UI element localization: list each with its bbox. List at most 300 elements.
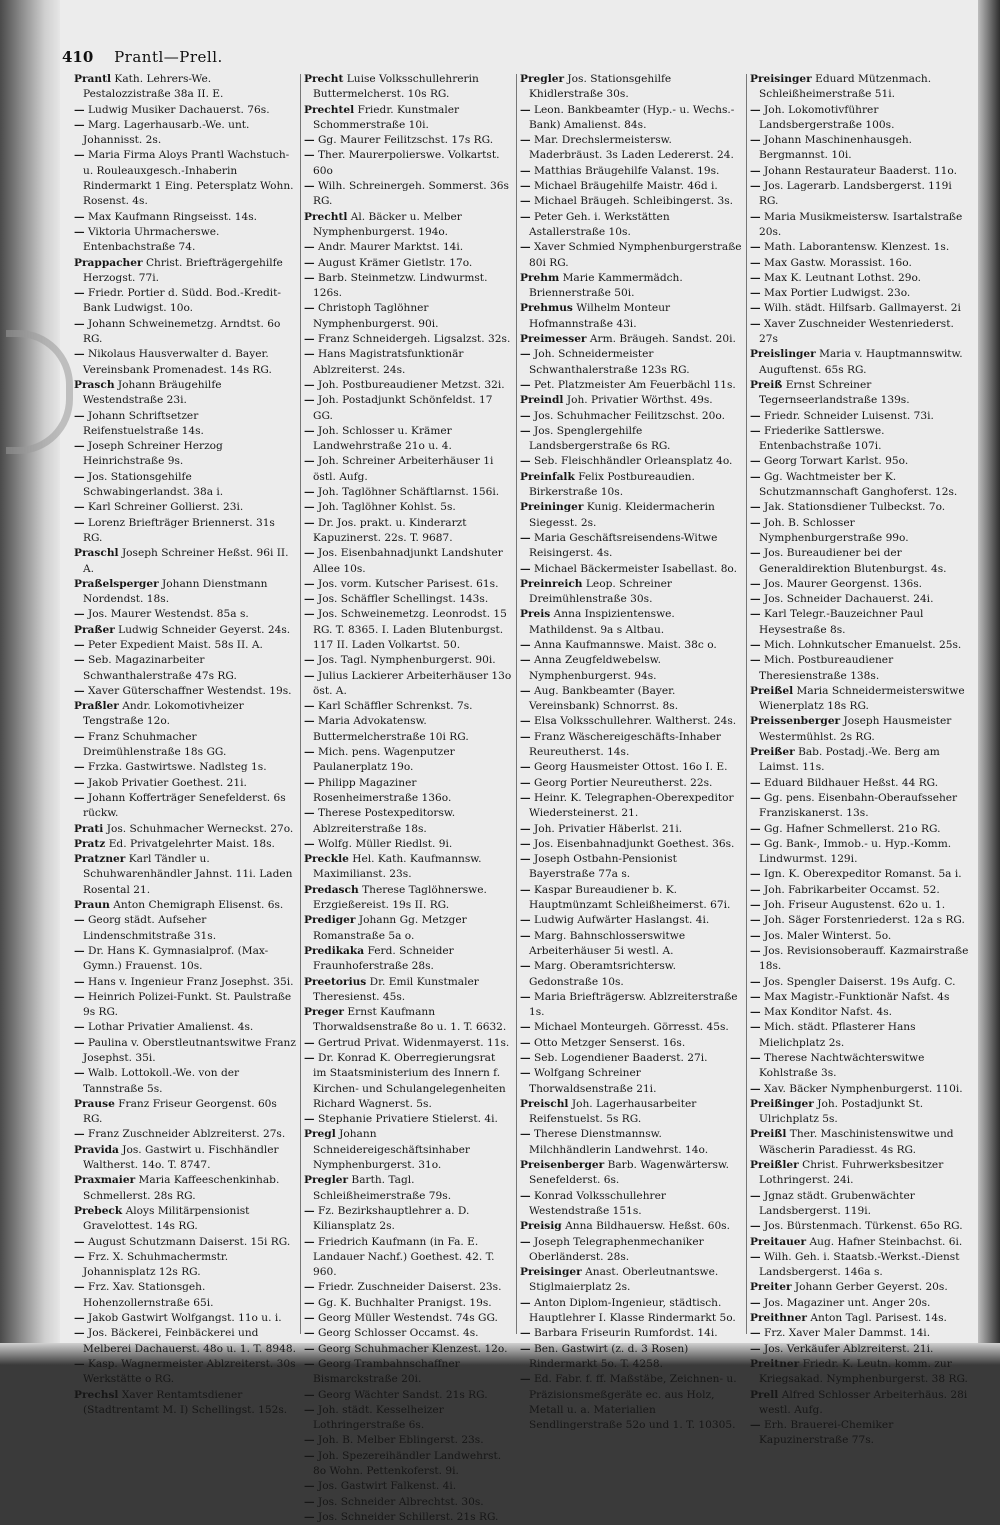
- entry-surname: —: [520, 210, 531, 223]
- entry-details: Johann Schneidereigeschäftsinhaber Nymphenburgerst. 31o.: [313, 1128, 470, 1172]
- entry-details: Dr. Konrad K. Oberregierungsrat im Staatsministerium des Innern f. Kirchen- und Schulangelegenheiten Richard Wagnerst. 5s.: [313, 1052, 506, 1110]
- entry-surname: Preisinger: [520, 1266, 582, 1279]
- entry-details: Joh. Taglöhner Schäftlarnst. 156i.: [317, 486, 500, 499]
- entry-surname: Preimesser: [520, 333, 587, 346]
- entry-details: Fz. Bezirkshauptlehrer a. D. Kiliansplatz 2s.: [313, 1204, 470, 1233]
- directory-entry: [750, 409, 972, 424]
- entry-surname: Preißel: [750, 684, 794, 697]
- entry-details: Otto Metzger Senserst. 16s.: [533, 1036, 686, 1049]
- directory-entry: [750, 745, 972, 776]
- entry-details: Jos. Schäffler Schellingst. 143s.: [317, 593, 489, 606]
- entry-details: Michael Bräugeh. Schleibingerst. 3s.: [533, 195, 734, 208]
- entry-details: Maria Firma Aloys Prantl Wachstuch- u. Rouleauxgesch.-Inhaberin Rindermarkt 1 Eing. Petersplatz Wohn. Rosenst. 4s.: [83, 149, 294, 208]
- entry-details: Karl Tändler u. Schuhwarenhändler Jahnst. 11i. Laden Rosental 21.: [83, 853, 293, 896]
- entry-surname: Preisig: [520, 1220, 562, 1233]
- directory-entry: [520, 1020, 742, 1035]
- entry-surname: —: [304, 424, 315, 437]
- entry-surname: —: [304, 1357, 315, 1370]
- directory-entry: [520, 531, 742, 562]
- entry-details: Friedr. K. Leutn. komm. zur Kriegsakad. Nymphenburgerst. 38 RG.: [759, 1357, 968, 1386]
- entry-details: Xav. Bäcker Nymphenburgerst. 110i.: [763, 1082, 963, 1095]
- entry-details: Kasp. Wagnermeister Ablzreiterst. 30s Werkstätte o RG.: [83, 1357, 296, 1386]
- directory-entry: [520, 1066, 742, 1097]
- entry-details: Ed. Fabr. f. ff. Maßstäbe, Zeichnen- u. Präzisionsmeßgeräte ec. aus Holz, Metall u. a. Materialien Sendlingerstraße 52o und 1. T. 10305.: [529, 1373, 737, 1432]
- entry-surname: Preißl: [750, 1128, 787, 1141]
- directory-entry: [74, 1280, 296, 1311]
- directory-entry: [520, 1265, 742, 1296]
- entry-surname: —: [750, 975, 761, 988]
- directory-entry: [74, 546, 296, 577]
- entry-surname: Preinreich: [520, 577, 583, 590]
- entry-details: Joh. B. Melber Eblingerst. 23s.: [317, 1434, 484, 1447]
- entry-surname: —: [520, 853, 531, 866]
- column-divider: [516, 74, 517, 1334]
- directory-entry: [304, 1449, 512, 1480]
- entry-details: Johann Gerber Geyerst. 20s.: [794, 1281, 948, 1294]
- page-header: [62, 48, 962, 72]
- entry-surname: —: [304, 1327, 315, 1340]
- entry-surname: —: [750, 776, 761, 789]
- entry-surname: Preißler: [750, 1159, 799, 1172]
- entry-surname: —: [304, 1510, 315, 1523]
- directory-entry: [304, 883, 512, 914]
- entry-surname: —: [304, 746, 315, 759]
- entry-surname: —: [74, 1250, 85, 1263]
- entry-details: Jos. Bureaudiener bei der Generaldirektion Blutenburgst. 4s.: [759, 547, 947, 575]
- entry-details: Therese Postexpeditorsw. Ablzreiterstraße 18s.: [313, 807, 456, 835]
- directory-entry: [74, 439, 296, 470]
- directory-entry: [750, 1250, 972, 1281]
- entry-details: Mich. pens. Wagenputzer Paulanerplatz 19o.: [313, 746, 455, 774]
- directory-entry: [520, 1051, 742, 1066]
- entry-surname: —: [750, 577, 761, 590]
- entry-surname: Prediger: [304, 914, 356, 927]
- directory-entry: [750, 164, 972, 179]
- directory-entry: [74, 913, 296, 944]
- entry-details: Andr. Lokomotivheizer Tengstraße 12o.: [83, 700, 244, 728]
- entry-details: Jos. Bäckerei, Feinbäckerei und Melberei Dachauerst. 48o u. 1. T. 8948.: [83, 1327, 296, 1355]
- directory-entry: [74, 1326, 296, 1357]
- entry-details: Ign. K. Oberexpeditor Romanst. 5a i.: [763, 868, 962, 881]
- entry-surname: Prechtel: [304, 103, 355, 116]
- entry-surname: —: [520, 960, 531, 973]
- entry-surname: —: [750, 424, 761, 437]
- column-divider: [300, 74, 301, 1334]
- entry-surname: —: [74, 1327, 85, 1340]
- entry-details: Jos. Spengler Daiserst. 19s Aufg. C.: [763, 975, 956, 988]
- entry-details: Georg Schuhmacher Klenzest. 12o.: [317, 1342, 508, 1355]
- directory-entry: [520, 210, 742, 241]
- entry-surname: —: [520, 562, 531, 575]
- entry-details: Kaspar Bureaudiener b. K. Hauptmünzamt Schleißheimerst. 67i.: [529, 883, 731, 912]
- directory-entry: [750, 714, 972, 745]
- directory-entry: [520, 1342, 742, 1373]
- entry-surname: —: [74, 440, 85, 453]
- entry-details: Georg Torwart Karlst. 95o.: [763, 455, 909, 468]
- directory-entry: [304, 485, 512, 500]
- entry-details: Jos. Eisenbahnadjunkt Goethest. 36s.: [533, 837, 735, 850]
- entry-surname: —: [520, 730, 531, 743]
- directory-entry: [750, 1005, 972, 1020]
- entry-details: Luise Volksschullehrerin Buttermelcherst. 10s RG.: [313, 73, 479, 101]
- entry-details: Kath. Lehrers-We. Pestalozzistraße 38a II. E.: [83, 73, 224, 101]
- entry-surname: —: [304, 807, 315, 820]
- entry-details: Joh. Postadjunkt St. Ulrichplatz 5s.: [759, 1097, 924, 1126]
- directory-entry: [750, 133, 972, 164]
- entry-details: Joseph Schreiner Herzog Heinrichstraße 9s.: [83, 440, 223, 468]
- entry-details: Joseph Telegraphenmechaniker Oberländerst. 28s.: [529, 1235, 704, 1263]
- entry-surname: —: [750, 868, 761, 881]
- entry-details: Franz Schneidergeh. Ligsalzst. 32s.: [317, 333, 511, 346]
- entry-surname: —: [74, 776, 85, 789]
- entry-surname: Prechsl: [74, 1388, 119, 1401]
- directory-entry: [304, 944, 512, 975]
- entry-surname: —: [750, 501, 761, 514]
- entry-details: Georg Trambahnschaffner Bismarckstraße 20i.: [313, 1357, 460, 1386]
- directory-entry: [74, 103, 296, 118]
- entry-details: Gg. Hafner Schmellerst. 21o RG.: [763, 822, 941, 835]
- directory-entry: [304, 1296, 512, 1311]
- entry-surname: Prell: [750, 1388, 779, 1401]
- directory-entry: [304, 1479, 512, 1494]
- directory-entry: [74, 990, 296, 1021]
- directory-entry: [750, 1357, 972, 1388]
- entry-details: Erh. Brauerei-Chemiker Kapuzinerstraße 77s.: [759, 1419, 894, 1447]
- entry-details: Ludwig Musiker Dachauerst. 76s.: [87, 103, 270, 116]
- entry-details: Al. Bäcker u. Melber Nymphenburgerst. 194o.: [313, 210, 462, 238]
- entry-details: Joh. Friseur Augustenst. 62o u. 1.: [763, 899, 946, 912]
- entry-surname: —: [750, 899, 761, 912]
- entry-details: Ther. Maschinistenswitwe und Wäscherin Paradiesst. 4s RG.: [759, 1128, 954, 1156]
- directory-entry: [74, 1036, 296, 1067]
- entry-surname: Pravida: [74, 1143, 119, 1156]
- entry-surname: —: [74, 1357, 85, 1370]
- directory-entry: [74, 1066, 296, 1097]
- directory-entry: [74, 577, 296, 608]
- entry-details: Gertrud Privat. Widenmayerst. 11s.: [317, 1036, 510, 1049]
- directory-entry: [520, 607, 742, 638]
- entry-details: Therese Nachtwächterswitwe Kohlstraße 3s.: [759, 1052, 925, 1080]
- directory-entry: [750, 1296, 972, 1311]
- entry-details: Joh. Fabrikarbeiter Occamst. 52.: [763, 883, 940, 896]
- entry-details: Jos. Lagerarb. Landsbergerst. 119i RG.: [759, 180, 952, 208]
- entry-surname: Preis: [520, 608, 551, 621]
- entry-surname: Pregl: [304, 1128, 336, 1141]
- entry-surname: —: [520, 715, 531, 728]
- entry-surname: —: [520, 761, 531, 774]
- entry-surname: Prehm: [520, 271, 560, 284]
- entry-details: Joseph Schreiner Heßst. 96i II. A.: [83, 547, 289, 575]
- directory-entry: [304, 72, 512, 103]
- entry-details: Marg. Bahnschlosserswitwe Arbeiterhäuser 5i westl. A.: [529, 929, 686, 957]
- entry-surname: Prehmus: [520, 302, 573, 315]
- entry-surname: —: [750, 241, 761, 254]
- directory-entry: [520, 883, 742, 914]
- directory-entry: [750, 1082, 972, 1097]
- directory-entry: [750, 470, 972, 501]
- directory-entry: [304, 546, 512, 577]
- directory-entry: [750, 1388, 972, 1419]
- entry-details: Eduard Bildhauer Heßst. 44 RG.: [763, 776, 939, 789]
- directory-entry: [750, 317, 972, 348]
- entry-details: Gg. Wachtmeister ber K. Schutzmannschaft Ganghoferst. 12s.: [759, 470, 958, 499]
- entry-details: Nikolaus Hausverwalter d. Bayer. Vereinsbank Promenadest. 14s RG.: [83, 348, 272, 376]
- entry-surname: —: [74, 608, 85, 621]
- directory-entry: [520, 562, 742, 577]
- directory-entry: [304, 271, 512, 302]
- directory-entry: [74, 1357, 296, 1388]
- entry-surname: Preinfalk: [520, 470, 575, 483]
- entry-details: Friederike Sattlerswe. Entenbachstraße 107i.: [759, 424, 885, 453]
- entry-details: Aug. Bankbeamter (Bayer. Vereinsbank) Schnorrst. 8s.: [529, 684, 679, 713]
- directory-entry: [74, 791, 296, 822]
- entry-details: Leon. Bankbeamter (Hyp.- u. Wechs.-Bank) Amalienst. 84s.: [529, 103, 735, 131]
- directory-entry: [304, 975, 512, 1006]
- entry-surname: —: [304, 271, 315, 284]
- entry-details: Joh. Privatier Häberlst. 21i.: [533, 822, 683, 835]
- entry-surname: —: [304, 348, 315, 361]
- entry-surname: —: [520, 348, 531, 361]
- directory-entry: [750, 1158, 972, 1189]
- entry-surname: —: [304, 1495, 315, 1508]
- entry-details: Ludwig Aufwärter Haslangst. 4i.: [533, 914, 710, 927]
- directory-entry: [520, 347, 742, 378]
- entry-details: Maria Kaffeeschenkinhab. Schmellerst. 28s RG.: [83, 1174, 280, 1202]
- entry-details: Maria v. Hauptmannswitw. Auguftenst. 65s RG.: [759, 348, 963, 376]
- entry-surname: —: [750, 317, 761, 330]
- entry-details: Joseph Hausmeister Westermühlst. 2s RG.: [759, 715, 952, 743]
- entry-surname: Prati: [74, 822, 104, 835]
- entry-details: Jos. Schneider Dachauerst. 24i.: [763, 593, 934, 606]
- entry-surname: Prebeck: [74, 1204, 123, 1217]
- entry-details: Ernst Kaufmann Thorwaldsenstraße 8o u. 1. T. 6632.: [313, 1006, 507, 1034]
- entry-details: Gg. pens. Eisenbahn-Oberaufsseher Franziskanerst. 13s.: [759, 791, 958, 820]
- entry-details: Ther. Maurerpolierswe. Volkartst. 60o: [313, 149, 500, 177]
- entry-details: Johann Gg. Metzger Romanstraße 5a o.: [313, 914, 467, 942]
- entry-surname: —: [750, 409, 761, 422]
- entry-details: Wolfgang Schreiner Thorwaldsenstraße 21i.: [529, 1067, 657, 1095]
- entry-surname: —: [520, 409, 531, 422]
- entry-details: Kunig. Kleidermacherin Siegesst. 2s.: [529, 501, 715, 529]
- entry-details: Andr. Maurer Marktst. 14i.: [317, 241, 464, 254]
- directory-entry: [520, 470, 742, 501]
- entry-details: Hans v. Ingenieur Franz Josephst. 35i.: [87, 975, 294, 988]
- entry-surname: —: [750, 1419, 761, 1432]
- directory-entry: [520, 1296, 742, 1327]
- entry-surname: Praxmaier: [74, 1174, 136, 1187]
- directory-entry: [520, 1372, 742, 1433]
- entry-details: Michael Bäckermeister Isabellast. 8o.: [533, 562, 737, 575]
- directory-entry: [750, 1219, 972, 1234]
- directory-entry: [750, 516, 972, 547]
- directory-entry: [520, 1219, 742, 1234]
- entry-surname: —: [304, 669, 315, 682]
- entry-surname: Pregler: [520, 73, 565, 85]
- directory-entry: [304, 256, 512, 271]
- directory-entry: [520, 332, 742, 347]
- entry-details: Xaver Güterschaffner Westendst. 19s.: [87, 684, 292, 697]
- entry-surname: —: [74, 1312, 85, 1325]
- directory-entry: [750, 653, 972, 684]
- entry-surname: —: [74, 1128, 85, 1141]
- entry-surname: —: [750, 1250, 761, 1263]
- directory-entry: [750, 1418, 972, 1449]
- entry-surname: —: [304, 608, 315, 621]
- directory-entry: [74, 72, 296, 103]
- entry-surname: —: [520, 424, 531, 437]
- entry-details: Max Gastw. Morassist. 16o.: [763, 256, 912, 269]
- directory-entry: [74, 1311, 296, 1326]
- entry-details: Johann Schweinemetzg. Arndtst. 6o RG.: [83, 317, 281, 346]
- directory-entry: [520, 164, 742, 179]
- entry-surname: Preithner: [750, 1312, 807, 1325]
- directory-entry: [74, 730, 296, 761]
- entry-details: Karl Schäffler Schrenkst. 7s.: [317, 700, 473, 713]
- entry-surname: —: [520, 638, 531, 651]
- entry-surname: —: [304, 654, 315, 667]
- entry-details: Wolfg. Müller Riedlst. 9i.: [317, 837, 453, 850]
- entry-surname: —: [750, 944, 761, 957]
- directory-entry: [750, 72, 972, 103]
- entry-surname: —: [750, 547, 761, 560]
- entry-details: August Schutzmann Daiserst. 15i RG.: [87, 1235, 291, 1248]
- directory-entry: [74, 1127, 296, 1142]
- entry-details: Joh. Postadjunkt Schönfeldst. 17 GG.: [313, 394, 493, 422]
- directory-entry: [750, 1235, 972, 1250]
- directory-entry: [520, 72, 742, 103]
- entry-details: Anton Chemigraph Elisenst. 6s.: [113, 899, 284, 912]
- entry-surname: —: [520, 241, 531, 254]
- entry-surname: —: [520, 929, 531, 942]
- entry-surname: Preiß: [750, 378, 783, 391]
- entry-details: Dr. Emil Kunstmaler Theresienst. 45s.: [313, 975, 479, 1003]
- entry-details: Friedr. Portier d. Südd. Bod.-Kredit-Bank Ludwigst. 10o.: [83, 287, 281, 315]
- entry-surname: —: [304, 1036, 315, 1049]
- entry-surname: —: [74, 348, 85, 361]
- entry-surname: —: [74, 317, 85, 330]
- directory-entry: [74, 317, 296, 348]
- entry-details: Frzka. Gastwirtswe. Nadlsteg 1s.: [87, 761, 267, 774]
- directory-entry: [520, 133, 742, 164]
- entry-details: Georg Hausmeister Ottost. 16o I. E.: [533, 761, 728, 774]
- entry-details: Xaver Rentamtsdiener (Stadtrentamt M. I) Schellingst. 152s.: [83, 1388, 288, 1416]
- directory-entry: [520, 301, 742, 332]
- directory-entry: [520, 240, 742, 271]
- entry-surname: —: [74, 409, 85, 422]
- entry-details: Franz Wäschereigeschäfts-Inhaber Reureutherst. 14s.: [529, 730, 721, 759]
- entry-surname: —: [74, 1281, 85, 1294]
- directory-entry: [750, 210, 972, 241]
- entry-details: Ben. Gastwirt (z. d. 3 Rosen) Rindermarkt 5o. T. 4258.: [529, 1342, 689, 1370]
- entry-details: Peter Expedient Maist. 58s II. A.: [87, 638, 263, 651]
- entry-details: Seb. Fleischhändler Orleansplatz 4o.: [533, 455, 733, 468]
- entry-details: Friedr. Zuschneider Daiserst. 23s.: [317, 1281, 502, 1294]
- entry-surname: —: [74, 638, 85, 651]
- entry-surname: Preisenberger: [520, 1159, 605, 1172]
- directory-entry: [520, 1189, 742, 1220]
- entry-surname: Preisinger: [750, 73, 812, 85]
- directory-entry: [74, 210, 296, 225]
- entry-surname: —: [520, 684, 531, 697]
- entry-details: Peter Geh. i. Werkstätten Astallerstraße 10s.: [529, 210, 670, 238]
- directory-entry: [520, 852, 742, 883]
- directory-entry: [304, 516, 512, 547]
- directory-entry: [304, 1005, 512, 1036]
- directory-entry: [750, 1051, 972, 1082]
- directory-entry: [304, 714, 512, 745]
- directory-entry: [750, 1311, 972, 1326]
- entry-details: Jgnaz städt. Grubenwächter Landsbergerst. 119i.: [759, 1189, 915, 1217]
- entry-surname: —: [750, 455, 761, 468]
- entry-surname: —: [74, 791, 85, 804]
- directory-entry: [74, 623, 296, 638]
- directory-entry: [74, 148, 296, 209]
- column-divider: [746, 74, 747, 1334]
- directory-entry: [520, 791, 742, 822]
- directory-entry: [74, 822, 296, 837]
- entry-surname: —: [304, 715, 315, 728]
- directory-entry: [74, 837, 296, 852]
- entry-surname: —: [304, 1342, 315, 1355]
- entry-details: Christoph Taglöhner Nymphenburgerst. 90i.: [313, 302, 439, 330]
- entry-surname: Preininger: [520, 501, 584, 514]
- directory-entry: [520, 271, 742, 302]
- directory-entry: [750, 103, 972, 134]
- entry-details: Lothar Privatier Amalienst. 4s.: [87, 1021, 254, 1034]
- entry-surname: —: [74, 287, 85, 300]
- entry-details: Max Konditor Nafst. 4s.: [763, 1006, 893, 1019]
- directory-entry: [750, 286, 972, 301]
- entry-details: Mich. Lohnkutscher Emanuelst. 25s.: [763, 638, 962, 651]
- entry-details: Max Kaufmann Ringseisst. 14s.: [87, 210, 258, 223]
- entry-details: Aug. Hafner Steinbachst. 6i.: [809, 1235, 963, 1248]
- entry-details: Therese Taglöhnerswe. Erzgießereist. 19s II. RG.: [313, 883, 487, 912]
- entry-details: Johann Kofferträger Senefelderst. 6s rückw.: [83, 791, 286, 820]
- entry-surname: —: [74, 149, 85, 162]
- entry-surname: —: [74, 1021, 85, 1034]
- entry-details: Lorenz Briefträger Briennerst. 31s RG.: [83, 516, 275, 544]
- entry-surname: —: [74, 654, 85, 667]
- entry-surname: —: [304, 241, 315, 254]
- entry-surname: —: [750, 914, 761, 927]
- entry-surname: Preger: [304, 1006, 345, 1019]
- directory-entry: [304, 103, 512, 134]
- entry-details: Joh. Lokomotivführer Landsbergerstraße 100s.: [759, 103, 895, 131]
- entry-surname: —: [304, 577, 315, 590]
- entry-surname: —: [750, 1052, 761, 1064]
- entry-surname: —: [304, 516, 315, 529]
- directory-entry: [520, 1158, 742, 1189]
- entry-surname: —: [74, 975, 85, 988]
- entry-details: Barb. Steinmetzw. Lindwurmst. 126s.: [313, 271, 488, 300]
- entry-details: Jos. Spenglergehilfe Landsbergerstraße 6s RG.: [529, 424, 671, 453]
- entry-surname: —: [750, 271, 761, 284]
- directory-entry: [750, 944, 972, 975]
- entry-details: Jos. Schneider Albrechtst. 30s.: [317, 1495, 484, 1508]
- entry-details: Jos. Schneider Schillerst. 21s RG.: [317, 1510, 499, 1523]
- directory-entry: [304, 1235, 512, 1281]
- directory-entry: [750, 883, 972, 898]
- directory-entry: [520, 638, 742, 653]
- directory-entry: [304, 1388, 512, 1403]
- directory-entry: [74, 225, 296, 256]
- entry-surname: —: [750, 180, 761, 193]
- entry-surname: —: [304, 455, 315, 468]
- entry-surname: —: [520, 1036, 531, 1049]
- entry-details: Barbara Friseurin Rumfordst. 14i.: [533, 1327, 718, 1340]
- entry-details: Johann Bräugehilfe Westendstraße 23i.: [83, 378, 222, 407]
- entry-details: Mich. Postbureaudiener Theresienstraße 138s.: [759, 654, 894, 682]
